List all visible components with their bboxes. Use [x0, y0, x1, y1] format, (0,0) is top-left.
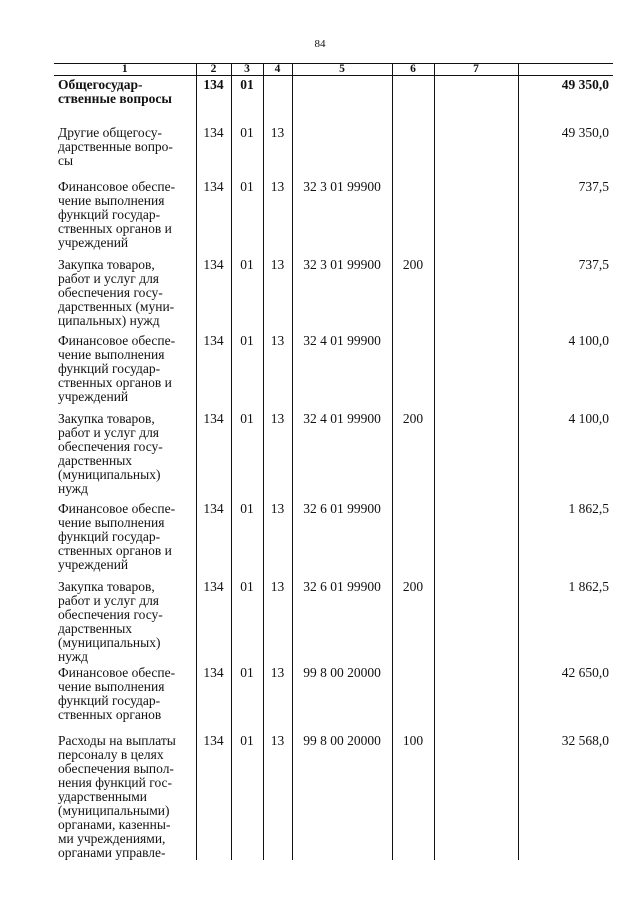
column-header-4: 4	[263, 64, 292, 76]
row-name-line: функций государ-	[58, 692, 161, 708]
row-name-line: ципальных) нужд	[58, 312, 160, 328]
row-name-line: Закупка товаров,	[58, 578, 155, 594]
amount: 737,5	[518, 256, 613, 332]
table-row	[54, 124, 613, 178]
row-name-line: Закупка товаров,	[58, 256, 155, 272]
column-7-value	[434, 500, 518, 578]
row-name-line: дарственных (муни-	[58, 298, 175, 314]
ministry-code: 134	[196, 124, 231, 178]
column-header-1: 1	[54, 64, 196, 76]
amount: 32 568,0	[518, 732, 613, 860]
row-name-line: Финансовое обеспе-	[58, 664, 176, 680]
target-article-code: 99 8 00 20000	[292, 664, 392, 732]
row-name	[54, 732, 196, 860]
row-name	[54, 664, 196, 732]
row-name-line: ударственными	[58, 788, 147, 804]
target-article-code: 32 3 01 99900	[292, 256, 392, 332]
section-code: 01	[231, 578, 263, 664]
expense-type-code: 200	[392, 410, 434, 500]
row-name-line: Расходы на выплаты	[58, 732, 176, 748]
target-article-code: 32 6 01 99900	[292, 500, 392, 578]
ministry-code: 134	[196, 578, 231, 664]
amount: 42 650,0	[518, 664, 613, 732]
subsection-code: 13	[263, 500, 292, 578]
row-name	[54, 500, 196, 578]
column-7-value	[434, 578, 518, 664]
row-name-line: чение выполнения	[58, 346, 165, 362]
section-code: 01	[231, 664, 263, 732]
row-name-line: персоналу в целях	[58, 746, 164, 762]
row-name-line: дарственные вопро-	[58, 138, 173, 154]
section-code: 01	[231, 332, 263, 410]
column-number-header	[54, 64, 613, 76]
subsection-code: 13	[263, 124, 292, 178]
table-row	[54, 178, 613, 256]
section-code: 01	[231, 178, 263, 256]
table-row	[54, 732, 613, 860]
row-name-line: ственных органов	[58, 706, 162, 722]
row-name	[54, 178, 196, 256]
row-name-line: чение выполнения	[58, 192, 165, 208]
column-header-3: 3	[231, 64, 263, 76]
section-code: 01	[231, 410, 263, 500]
section-code: 01	[231, 500, 263, 578]
row-name-line: органами управле-	[58, 844, 166, 860]
row-name-line: чение выполнения	[58, 678, 165, 694]
row-name-line: дарственных	[58, 452, 133, 468]
subsection-code: 13	[263, 332, 292, 410]
column-7-value	[434, 178, 518, 256]
ministry-code: 134	[196, 178, 231, 256]
target-article-code: 32 6 01 99900	[292, 578, 392, 664]
row-name-line: нужд	[58, 480, 88, 496]
amount: 49 350,0	[518, 124, 613, 178]
row-name-line: работ и услуг для	[58, 424, 160, 440]
amount: 1 862,5	[518, 578, 613, 664]
row-name-line: (муниципальных)	[58, 634, 161, 650]
amount: 49 350,0	[518, 76, 613, 124]
row-name-line: работ и услуг для	[58, 592, 160, 608]
row-name-line: ственных органов и	[58, 220, 172, 236]
expense-type-code	[392, 500, 434, 578]
row-name-line: обеспечения госу-	[58, 606, 163, 622]
column-7-value	[434, 332, 518, 410]
row-name-line: учреждений	[58, 556, 129, 572]
subsection-code: 13	[263, 256, 292, 332]
budget-table	[54, 63, 613, 860]
expense-type-code	[392, 332, 434, 410]
amount: 1 862,5	[518, 500, 613, 578]
row-name-line: (муниципальными)	[58, 802, 170, 818]
ministry-code: 134	[196, 332, 231, 410]
row-name	[54, 332, 196, 410]
row-name-line: сы	[58, 152, 74, 168]
subsection-code: 13	[263, 732, 292, 860]
expense-type-code: 100	[392, 732, 434, 860]
row-name	[54, 76, 196, 124]
expense-type-code	[392, 178, 434, 256]
table-row	[54, 76, 613, 124]
expense-type-code	[392, 76, 434, 124]
row-name	[54, 256, 196, 332]
page-number: 84	[314, 38, 326, 50]
row-name-line: чение выполнения	[58, 514, 165, 530]
column-header-8	[518, 64, 613, 76]
row-name-line: ми учреждениями,	[58, 830, 166, 846]
target-article-code: 32 4 01 99900	[292, 410, 392, 500]
column-7-value	[434, 76, 518, 124]
table-row	[54, 578, 613, 664]
row-name-line: органами, казенны-	[58, 816, 171, 832]
row-name-line: ственных органов и	[58, 374, 172, 390]
amount: 4 100,0	[518, 410, 613, 500]
column-7-value	[434, 124, 518, 178]
column-7-value	[434, 256, 518, 332]
ministry-code: 134	[196, 664, 231, 732]
column-7-value	[434, 732, 518, 860]
row-name-line: обеспечения госу-	[58, 438, 163, 454]
table-row	[54, 410, 613, 500]
row-name-line: Закупка товаров,	[58, 410, 155, 426]
section-code: 01	[231, 732, 263, 860]
section-code: 01	[231, 256, 263, 332]
ministry-code: 134	[196, 500, 231, 578]
column-header-7: 7	[434, 64, 518, 76]
section-code: 01	[231, 76, 263, 124]
row-name-line: дарственных	[58, 620, 133, 636]
ministry-code: 134	[196, 256, 231, 332]
table-row	[54, 256, 613, 332]
row-name-line: Другие общегосу-	[58, 124, 163, 140]
row-name-line: ственных органов и	[58, 542, 172, 558]
expense-type-code	[392, 664, 434, 732]
subsection-code: 13	[263, 664, 292, 732]
row-name-line: обеспечения выпол-	[58, 760, 174, 776]
expense-type-code: 200	[392, 578, 434, 664]
row-name-line: Финансовое обеспе-	[58, 178, 176, 194]
row-name-line: учреждений	[58, 388, 129, 404]
subsection-code	[263, 76, 292, 124]
row-name-line: нения функций гос-	[58, 774, 173, 790]
subsection-code: 13	[263, 410, 292, 500]
row-name-line: Финансовое обеспе-	[58, 500, 176, 516]
target-article-code: 99 8 00 20000	[292, 732, 392, 860]
row-name	[54, 410, 196, 500]
amount: 4 100,0	[518, 332, 613, 410]
row-name-line: функций государ-	[58, 206, 161, 222]
amount: 737,5	[518, 178, 613, 256]
column-header-5: 5	[292, 64, 392, 76]
row-name-line: работ и услуг для	[58, 270, 160, 286]
ministry-code: 134	[196, 76, 231, 124]
row-name-line: функций государ-	[58, 528, 161, 544]
table-row	[54, 664, 613, 732]
row-name-line: ственные вопросы	[58, 91, 172, 106]
row-name-line: Финансовое обеспе-	[58, 332, 176, 348]
column-header-6: 6	[392, 64, 434, 76]
target-article-code	[292, 76, 392, 124]
row-name-line: обеспечения госу-	[58, 284, 163, 300]
budget-table-container	[54, 63, 613, 860]
column-7-value	[434, 664, 518, 732]
subsection-code: 13	[263, 178, 292, 256]
table-body	[54, 76, 613, 860]
row-name-line: функций государ-	[58, 360, 161, 376]
row-name-line: нужд	[58, 648, 88, 664]
section-code: 01	[231, 124, 263, 178]
target-article-code	[292, 124, 392, 178]
subsection-code: 13	[263, 578, 292, 664]
expense-type-code	[392, 124, 434, 178]
row-name-line: (муниципальных)	[58, 466, 161, 482]
column-7-value	[434, 410, 518, 500]
table-row	[54, 500, 613, 578]
column-header-2: 2	[196, 64, 231, 76]
target-article-code: 32 3 01 99900	[292, 178, 392, 256]
table-row	[54, 332, 613, 410]
row-name	[54, 124, 196, 178]
row-name-line: учреждений	[58, 234, 129, 250]
row-name-line: Общегосудар-	[58, 77, 143, 92]
expense-type-code: 200	[392, 256, 434, 332]
row-name	[54, 578, 196, 664]
ministry-code: 134	[196, 410, 231, 500]
ministry-code: 134	[196, 732, 231, 860]
target-article-code: 32 4 01 99900	[292, 332, 392, 410]
